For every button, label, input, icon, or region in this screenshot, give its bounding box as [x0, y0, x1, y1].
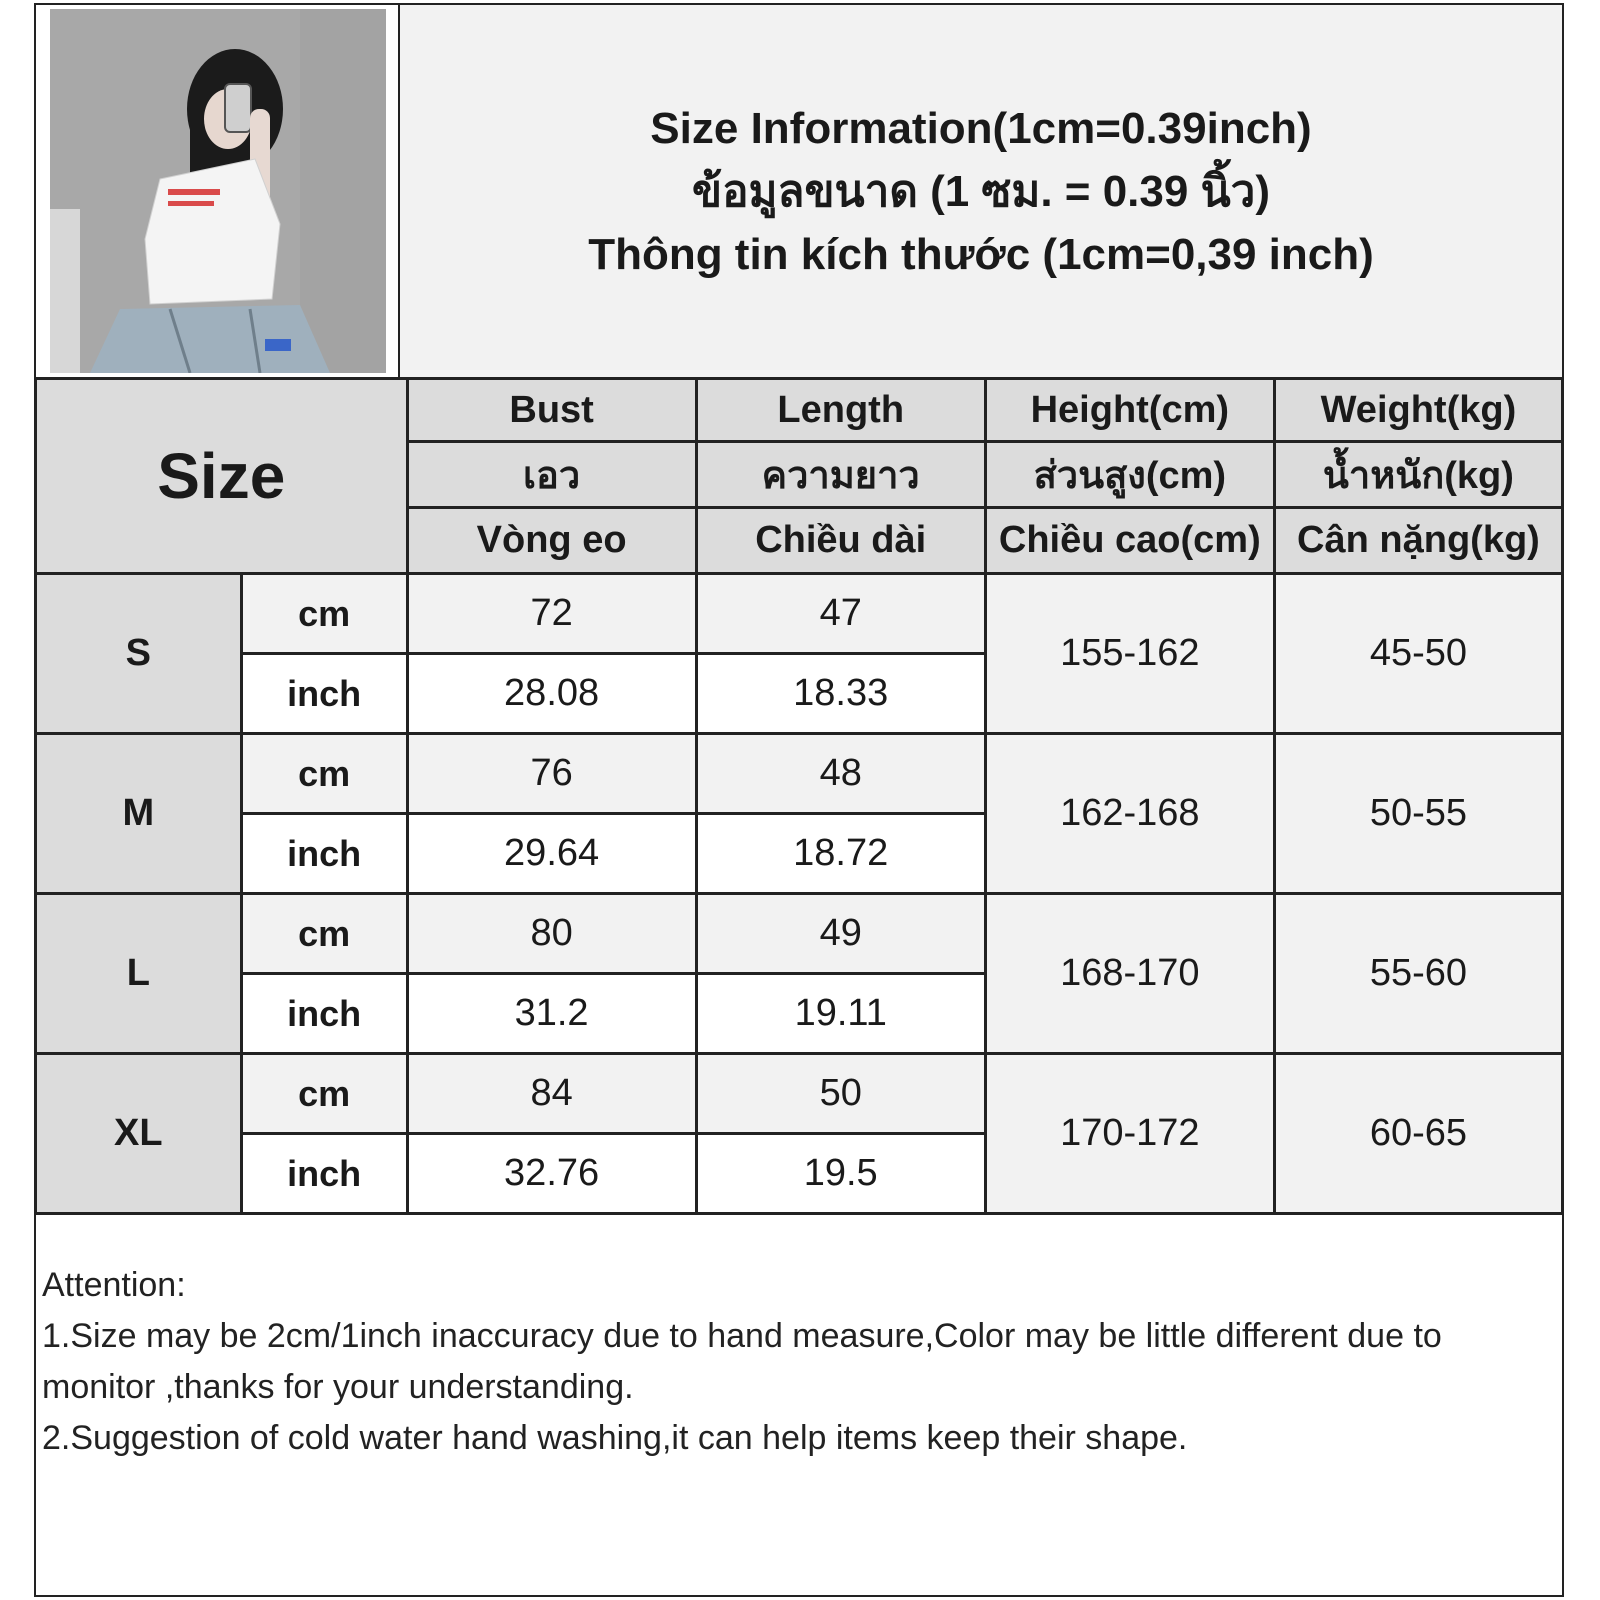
header-weight-en: Weight(kg) — [1274, 379, 1562, 442]
header-bust-en: Bust — [407, 379, 696, 442]
header-bust-vi: Vòng eo — [407, 508, 696, 574]
length-inch-value: 19.11 — [696, 974, 985, 1054]
header-weight-th: น้ำหนัก(kg) — [1274, 442, 1562, 508]
unit-cm: cm — [241, 894, 407, 974]
unit-inch: inch — [241, 654, 407, 734]
header-height-en: Height(cm) — [985, 379, 1274, 442]
attention-note-1: 1.Size may be 2cm/1inch inaccuracy due to hand measure,Color may be little different due to monitor ,thanks for your understanding. — [42, 1317, 1442, 1406]
length-cm-value: 47 — [696, 574, 985, 654]
unit-cm: cm — [241, 574, 407, 654]
table-row — [36, 574, 1563, 654]
bust-cm-value: 80 — [407, 894, 696, 974]
bust-inch-value: 29.64 — [407, 814, 696, 894]
length-inch-value: 19.5 — [696, 1134, 985, 1214]
table-row — [36, 894, 1563, 974]
length-cm-value: 48 — [696, 734, 985, 814]
bust-cm-value: 84 — [407, 1054, 696, 1134]
length-inch-value: 18.72 — [696, 814, 985, 894]
length-cm-value: 49 — [696, 894, 985, 974]
bust-cm-value: 72 — [407, 574, 696, 654]
title-vietnamese: Thông tin kích thước (1cm=0,39 inch) — [588, 229, 1374, 279]
bust-inch-value: 31.2 — [407, 974, 696, 1054]
height-range: 162-168 — [985, 734, 1274, 894]
size-column-header: Size — [36, 379, 408, 574]
unit-inch: inch — [241, 814, 407, 894]
height-range: 155-162 — [985, 574, 1274, 734]
header-length-en: Length — [696, 379, 985, 442]
height-range: 168-170 — [985, 894, 1274, 1054]
model-photo-illustration — [50, 9, 386, 373]
header-weight-vi: Cân nặng(kg) — [1274, 508, 1562, 574]
bust-inch-value: 32.76 — [407, 1134, 696, 1214]
bust-cm-value: 76 — [407, 734, 696, 814]
length-cm-value: 50 — [696, 1054, 985, 1134]
size-label: M — [36, 734, 242, 894]
attention-note-2: 2.Suggestion of cold water hand washing,it can help items keep their shape. — [42, 1419, 1188, 1457]
size-label: S — [36, 574, 242, 734]
header-length-th: ความยาว — [696, 442, 985, 508]
header-row-english — [36, 379, 1563, 442]
unit-cm: cm — [241, 734, 407, 814]
length-inch-value: 18.33 — [696, 654, 985, 734]
title-english: Size Information(1cm=0.39inch) — [650, 103, 1312, 153]
header-length-vi: Chiều dài — [696, 508, 985, 574]
size-table — [34, 377, 1564, 1215]
attention-notes — [42, 1260, 1552, 1464]
product-photo — [36, 5, 400, 377]
unit-cm: cm — [241, 1054, 407, 1134]
weight-range: 55-60 — [1274, 894, 1562, 1054]
unit-inch: inch — [241, 1134, 407, 1214]
unit-inch: inch — [241, 974, 407, 1054]
header-height-vi: Chiều cao(cm) — [985, 508, 1274, 574]
size-label: L — [36, 894, 242, 1054]
weight-range: 45-50 — [1274, 574, 1562, 734]
table-row — [36, 734, 1563, 814]
header-height-th: ส่วนสูง(cm) — [985, 442, 1274, 508]
title-thai: ข้อมูลขนาด (1 ซม. = 0.39 นิ้ว) — [691, 166, 1270, 216]
size-info-title — [400, 5, 1562, 377]
weight-range: 50-55 — [1274, 734, 1562, 894]
height-range: 170-172 — [985, 1054, 1274, 1214]
weight-range: 60-65 — [1274, 1054, 1562, 1214]
header-bust-th: เอว — [407, 442, 696, 508]
size-label: XL — [36, 1054, 242, 1214]
attention-heading: Attention: — [42, 1266, 186, 1304]
bust-inch-value: 28.08 — [407, 654, 696, 734]
size-chart-sheet — [34, 3, 1564, 1597]
table-row — [36, 1054, 1563, 1134]
